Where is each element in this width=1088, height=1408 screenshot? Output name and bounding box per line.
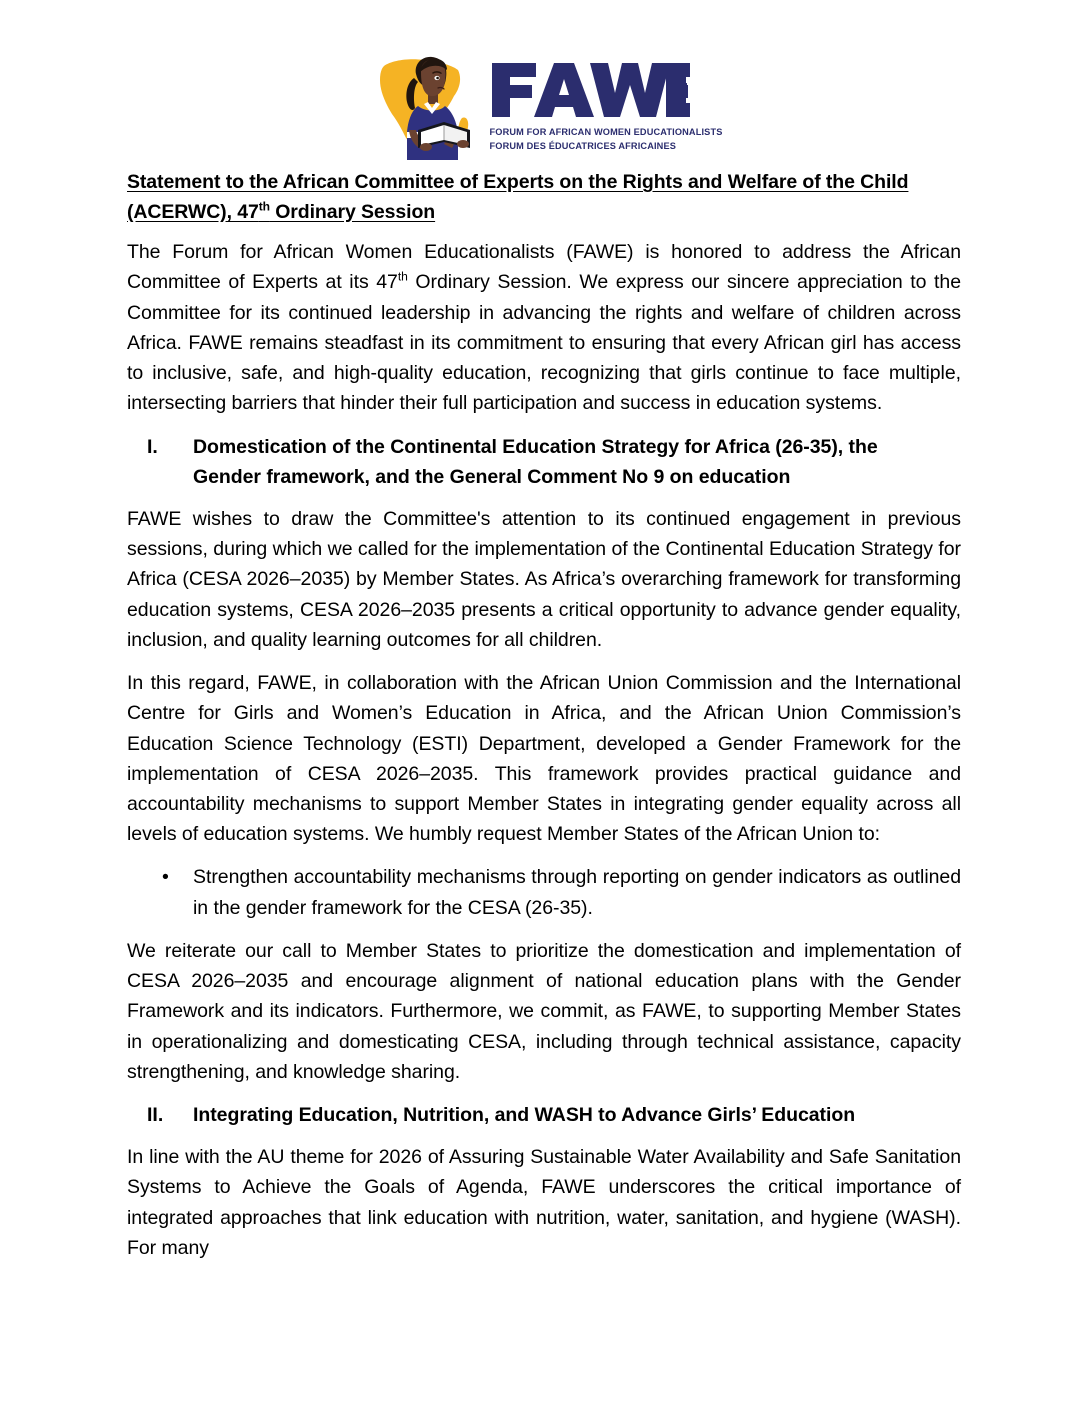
- paragraph-intro: The Forum for African Women Educationalists (FAWE) is honored to address the African Committee of Experts at its 47th Ordinary Session. We express our sincere appreciation to the Committee for its continued leadership in advancing the rights and welfare of children across Africa. FAWE remains steadfast in its commitment to ensuring that every African girl has access to inclusive, safe, and high-quality education, recognizing that girls continue to face multiple, intersecting barriers that hinder their full participation and success in education systems.: [127, 241, 962, 415]
- page-title-line2: (ACERWC), 47th Ordinary Session: [127, 199, 436, 223]
- page-title-line1: Statement to the African Committee of Experts on the Rights and Welfare of the Child: [127, 171, 909, 193]
- section-marker-2: II.: [147, 1103, 164, 1126]
- paragraph-cesa-engagement: FAWE wishes to draw the Committee's attention to its continued engagement in previous sessions, during which we called for the implementation of the Continental Education Strategy for Africa (CESA 2026–2035) by Member States. As Africa’s overarching framework for transforming education systems, CESA 2026–2035 presents a critical opportunity to advance gender equality, inclusion, and quality learning outcomes for all children.: [127, 508, 961, 651]
- document-body: [127, 168, 961, 1276]
- paragraph-gender-framework: In this regard, FAWE, in collaboration with the African Union Commission and the International Centre for Girls and Women’s Education in Africa, and the African Union Commission’s Education Science Technology (ESTI) Department, developed a Gender Framework for the implementation of CESA 2026–2035. This framework provides practical guidance and accountability mechanisms to support Member States in integrating gender equality across all levels of education systems. We humbly request Member States of the African Union to:: [127, 672, 961, 846]
- section-marker-1: I.: [147, 435, 158, 458]
- section-heading-2: [127, 1100, 961, 1130]
- fawe-logo-header: [0, 48, 1088, 160]
- fawe-tagline-en: FORUM FOR AFRICAN WOMEN EDUCATIONALISTS: [489, 127, 723, 138]
- bullet-text-accountability: Strengthen accountability mechanisms through reporting on gender indicators as outlined in the gender framework for the CESA (26-35).: [193, 866, 961, 919]
- paragraph-reiterate-call: We reiterate our call to Member States to prioritize the domestication and implementation of CESA 2026–2035 and encourage alignment of national education plans with the Gender Framework and its indicators. Furthermore, we commit, as FAWE, to supporting Member States in operationalizing and domesticating CESA, including through technical assistance, capacity strengthening, and knowledge sharing.: [127, 939, 961, 1083]
- ordinal-suffix: th: [258, 199, 270, 214]
- fawe-logo-girl-reading-africa-map-icon: [366, 48, 484, 160]
- page-title: [127, 168, 961, 227]
- list-item: [127, 862, 961, 922]
- bullet-icon: •: [162, 866, 169, 889]
- section-title-2: Integrating Education, Nutrition, and WASH to Advance Girls’ Education: [193, 1103, 856, 1126]
- section-title-1: Domestication of the Continental Education Strategy for Africa (26-35), the Gender framework, and the General Comment No 9 on education: [193, 435, 878, 488]
- ordinal-suffix: th: [397, 269, 408, 284]
- fawe-wordmark: [490, 59, 723, 125]
- paragraph-wash-intro: In line with the AU theme for 2026 of Assuring Sustainable Water Availability and Safe Sanitation Systems to Achieve the Goals of Agenda, FAWE underscores the critical importance of integrated approaches that link education with nutrition, water, sanitation, and hygiene (WASH). For many: [127, 1146, 961, 1259]
- fawe-tagline-fr: FORUM DES ÉDUCATRICES AFRICAINES: [489, 141, 677, 151]
- section-heading-1: [127, 432, 961, 492]
